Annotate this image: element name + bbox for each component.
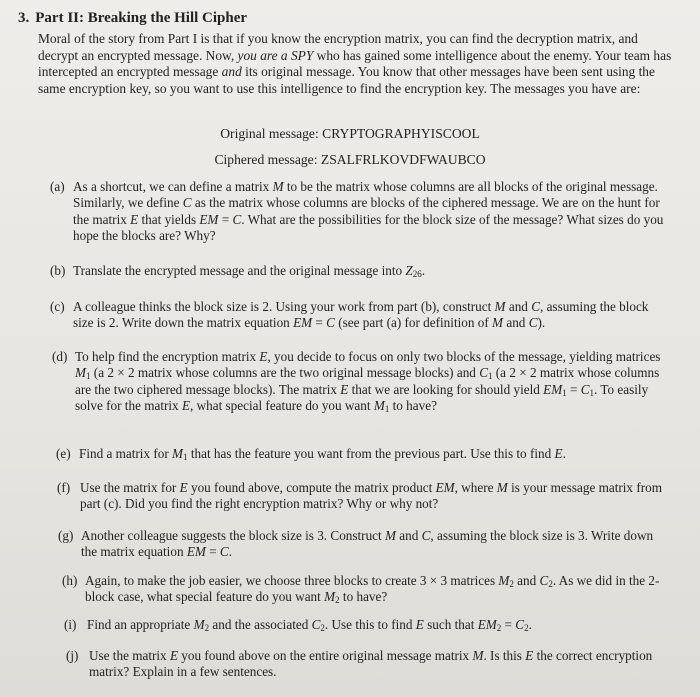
question-c [50,299,672,332]
ciphered-message: Ciphered message: ZSALFRLKOVDFWAUBCO [214,152,486,167]
question-text: Use the matrix for E you found above, compute the matrix product EM, where M is your message matrix from part (c). Did you find the right encryption matrix? Why or why not? [80,480,662,512]
question-i [64,617,660,633]
section-number: 3. [18,10,30,26]
question-text: Find a matrix for $M_1$ that has the feature you want from the previous part. Use this to find E. [79,446,566,462]
question-text: As a shortcut, we can define a matrix M to be the matrix whose columns are all blocks of the original message. Similarly, we define C as the matrix whose columns are blocks of the ciphered message. We are on the hunt for the matrix E that yields EM = C. What are the possibilities for the block size of the message? What sizes do you hope the blocks are? Why? [73,179,664,244]
question-text: To help find the encryption matrix E, you decide to focus on only two blocks of the message, yielding matrices $M_1$ (a 2 × 2 matrix whose columns are the two original message blocks) and $C_1$ (a 2 × 2 matrix whose columns are the two ciphered message blocks). The matrix E that we are looking for should yield $EM_1 = C_1$. To easily solve for the matrix E, what special feature do you want $M_1$ to have? [75,349,661,415]
question-f [57,480,667,513]
question-label: (d) [52,349,68,364]
question-label: (b) [50,263,66,278]
question-label: (i) [64,617,77,632]
question-text: Use the matrix E you found above on the entire original message matrix M. Is this E the correct encryption matrix? Explain in a few sentences. [89,648,653,680]
question-text: Find an appropriate $M_2$ and the associated $C_2$. Use this to find E such that $EM_2 = C_2$. [87,617,532,633]
question-j [66,648,660,681]
question-text: A colleague thinks the block size is 2. Using your work from part (b), construct M and C, assuming the block size is 2. Write down the matrix equation EM = C (see part (a) for definition of M and C). [73,299,649,331]
original-message: Original message: CRYPTOGRAPHYISCOOL [220,126,480,141]
question-g [58,528,662,561]
section-title: Part II: Breaking the Hill Cipher [35,10,248,26]
question-text: Again, to make the job easier, we choose three blocks to create 3 × 3 matrices $M_2$ and $C_2$. As we did in the 2-block case, what special feature do you want $M_2$ to have? [85,573,660,606]
question-a [50,179,672,245]
question-label: (f) [57,480,71,495]
intro-paragraph [38,31,678,97]
question-d [52,349,672,415]
intro-text: Moral of the story from Part I is that if you know the encryption matrix, you can find the decryption matrix, and decrypt an encrypted message. Now, [38,31,638,63]
intro-emphasis-spy: you are a SPY [237,47,314,63]
intro-emphasis-and: and [221,64,242,80]
question-label: (a) [50,179,65,194]
intro-text: who has gained some intelligence about the enemy. Your team has intercepted an encrypted message [38,47,672,80]
question-label: (c) [50,299,65,314]
question-label: (e) [56,446,71,461]
intro-text: its original message. You know that other messages have been sent using the same encryption key, so you want to use this intelligence to find the encryption key. The messages you have are: [38,64,655,96]
question-label: (j) [66,648,79,663]
question-label: (g) [58,528,74,543]
question-b [50,263,672,279]
question-h [62,573,660,606]
section-heading [18,10,247,27]
question-e [56,446,672,462]
question-text: Another colleague suggests the block size is 3. Construct M and C, assuming the block size is 3. Write down the matrix equation EM = C. [81,528,654,560]
question-label: (h) [62,573,78,588]
question-text: Translate the encrypted message and the original message into $Z_{26}$. [73,263,426,279]
